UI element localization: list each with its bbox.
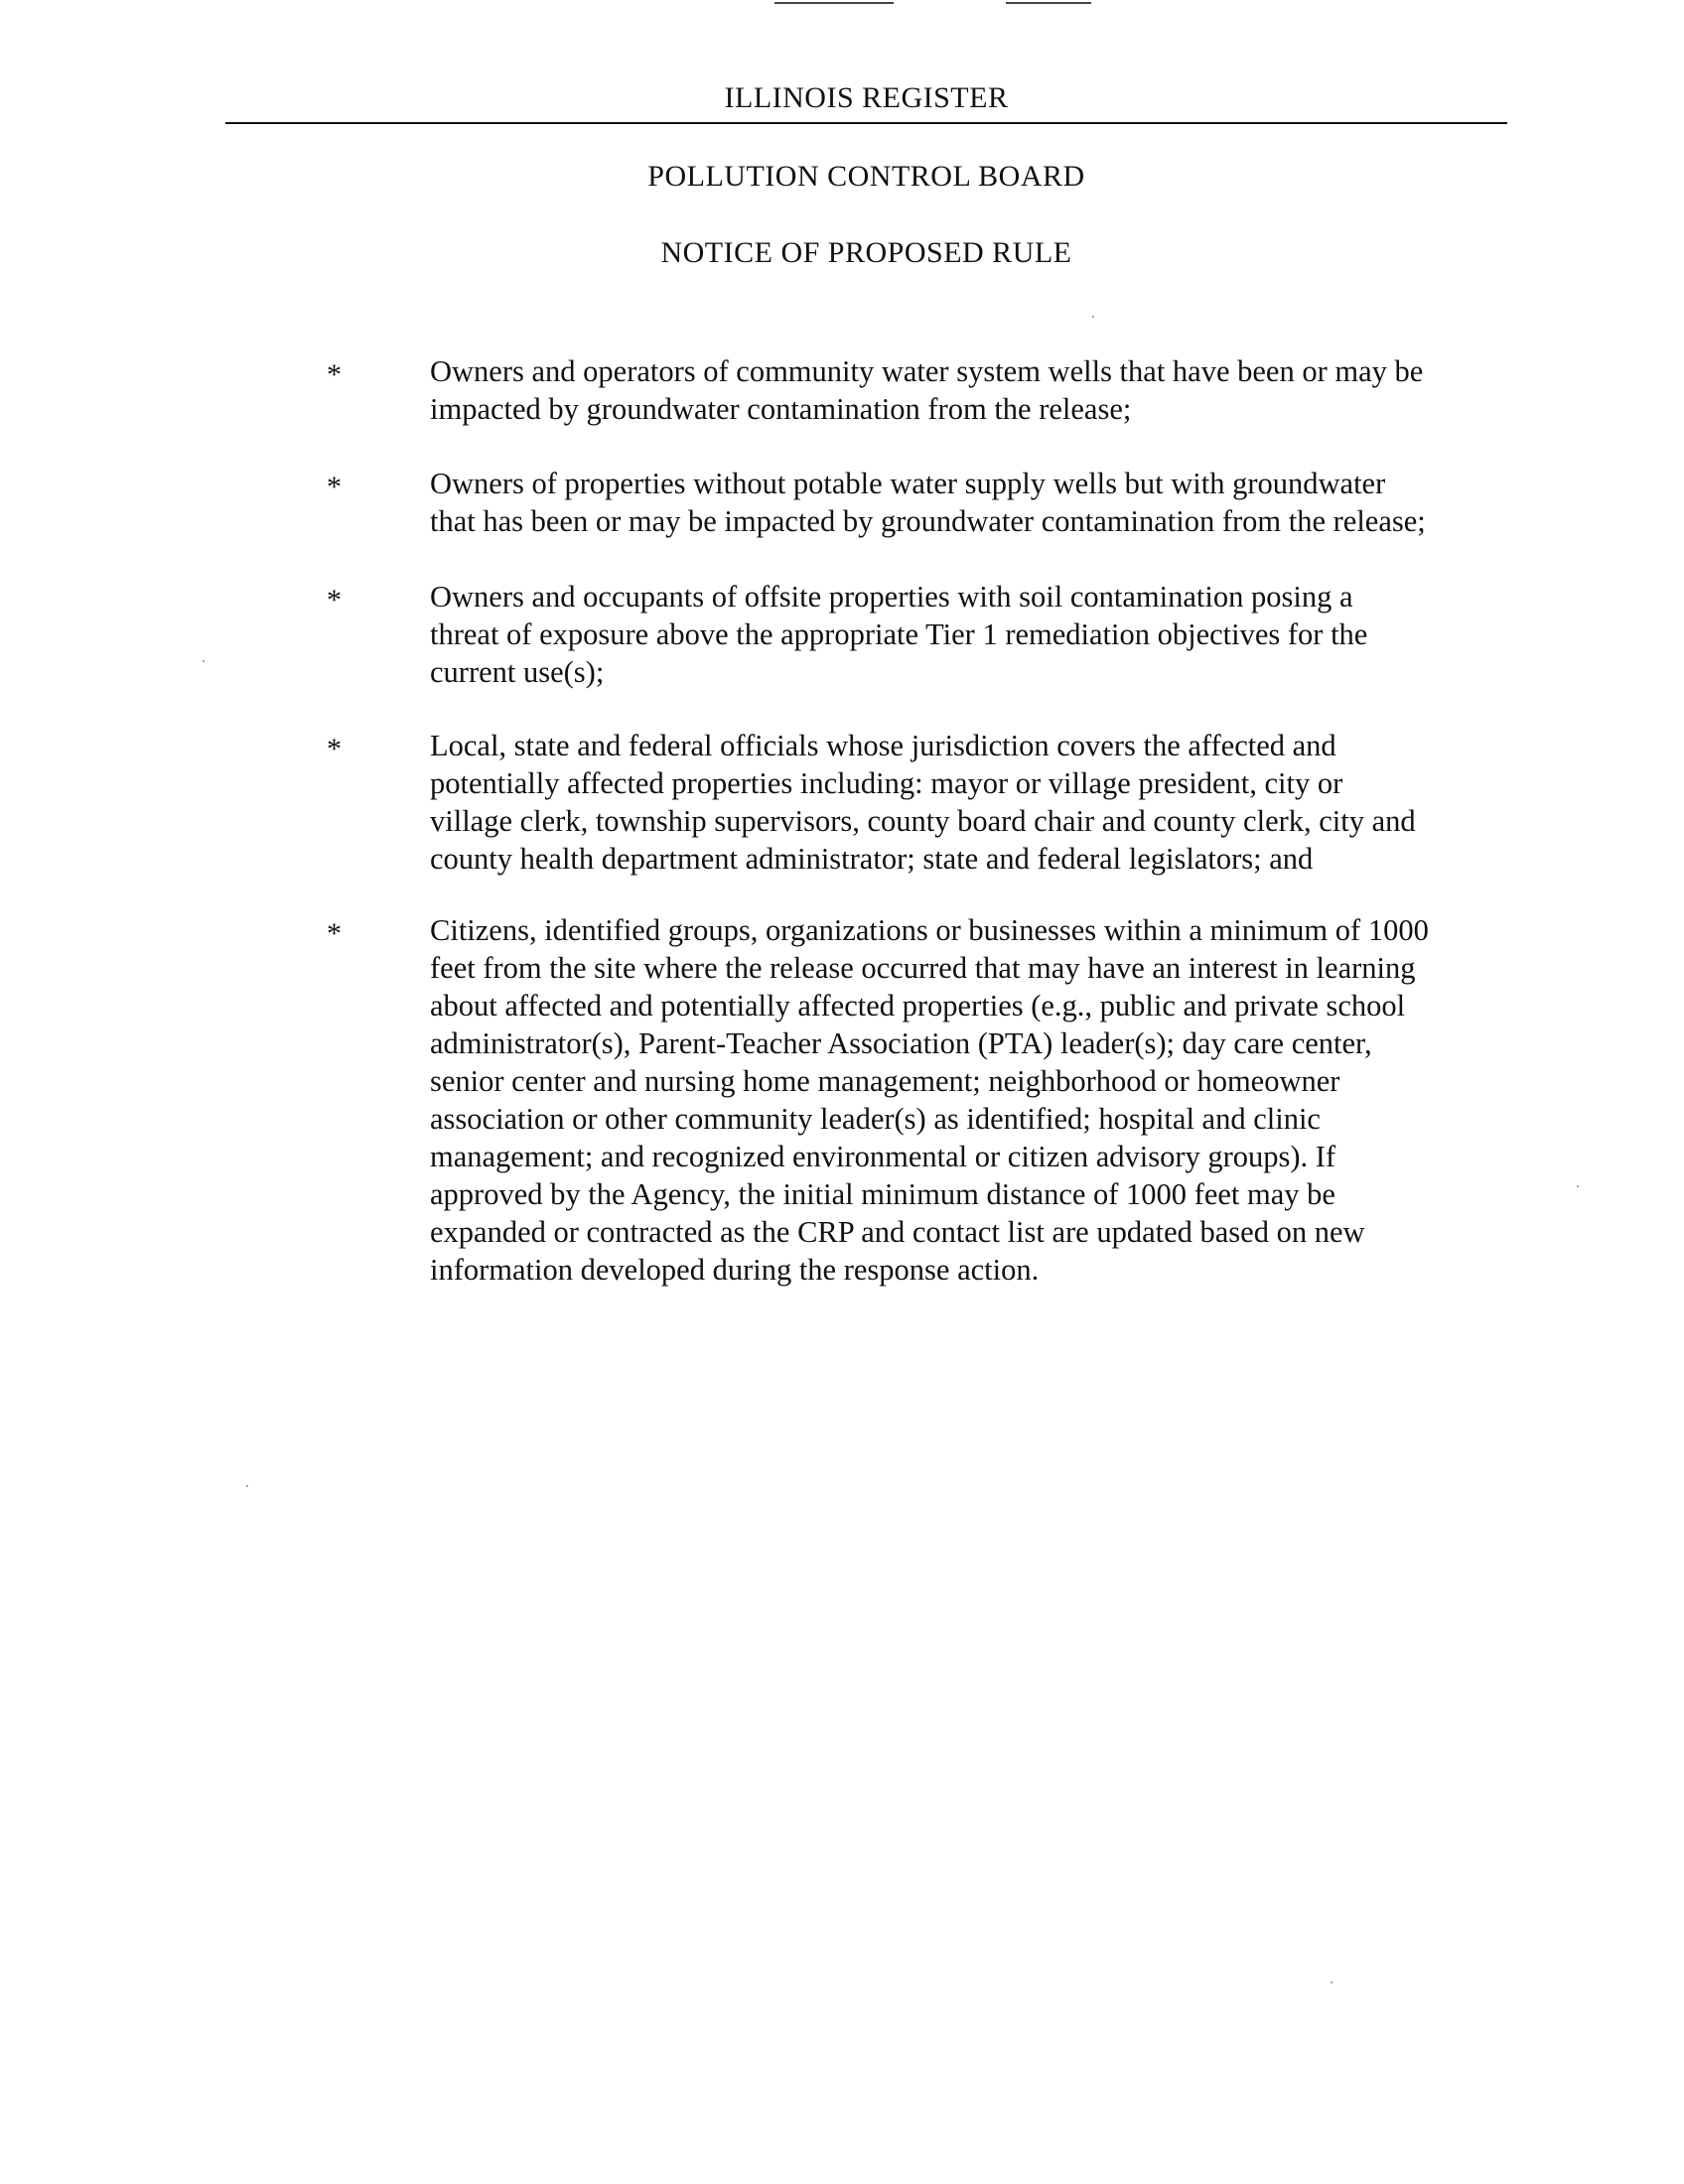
header-rule: [225, 122, 1507, 124]
text-line: threat of exposure above the appropriate Tier 1 remediation objectives for the: [430, 617, 1368, 651]
text-line: expanded or contracted as the CRP and contact list are updated based on new: [430, 1215, 1365, 1249]
list-item-text: [430, 911, 1522, 1289]
bullet-asterisk: *: [327, 358, 342, 391]
text-line: current use(s);: [430, 655, 605, 689]
text-line: Citizens, identified groups, organizations or businesses within a minimum of 1000: [430, 913, 1429, 947]
text-line: information developed during the response action.: [430, 1253, 1040, 1287]
scan-speck: [1092, 316, 1094, 318]
list-item-text: [430, 352, 1522, 428]
scan-speck: [1577, 1185, 1579, 1187]
text-line: Local, state and federal officials whose jurisdiction covers the affected and: [430, 729, 1336, 762]
text-line: potentially affected properties including: mayor or village president, city or: [430, 766, 1343, 800]
text-line: Owners and occupants of offsite properties with soil contamination posing a: [430, 580, 1353, 614]
scan-speck: [1331, 1981, 1333, 1983]
scan-speck: [203, 660, 205, 662]
text-line: senior center and nursing home management; neighborhood or homeowner: [430, 1064, 1340, 1098]
list-item-text: [430, 727, 1522, 878]
text-line: that has been or may be impacted by groundwater contamination from the release;: [430, 504, 1426, 538]
text-line: village clerk, township supervisors, county board chair and county clerk, city and: [430, 804, 1416, 838]
scan-artifact-line: [1006, 2, 1091, 4]
text-line: administrator(s), Parent-Teacher Association (PTA) leader(s); day care center,: [430, 1026, 1372, 1060]
text-line: Owners of properties without potable water supply wells but with groundwater: [430, 467, 1386, 500]
notice-heading: NOTICE OF PROPOSED RULE: [660, 236, 1072, 269]
text-line: impacted by groundwater contamination from the release;: [430, 392, 1132, 426]
agency-heading: POLLUTION CONTROL BOARD: [647, 160, 1085, 193]
bullet-asterisk: *: [327, 471, 342, 503]
scan-speck: [246, 1485, 248, 1487]
text-line: Owners and operators of community water system wells that have been or may be: [430, 354, 1424, 388]
text-line: feet from the site where the release occurred that may have an interest in learning: [430, 951, 1416, 985]
list-item-text: [430, 578, 1522, 691]
register-title: ILLINOIS REGISTER: [724, 81, 1009, 114]
text-line: management; and recognized environmental or citizen advisory groups). If: [430, 1140, 1336, 1173]
scan-artifact-line: [774, 2, 894, 4]
text-line: about affected and potentially affected properties (e.g., public and private school: [430, 989, 1406, 1023]
bullet-asterisk: *: [327, 584, 342, 616]
bullet-asterisk: *: [327, 733, 342, 765]
text-line: approved by the Agency, the initial minimum distance of 1000 feet may be: [430, 1177, 1335, 1211]
list-item-text: [430, 465, 1522, 540]
text-line: county health department administrator; state and federal legislators; and: [430, 842, 1314, 876]
bullet-asterisk: *: [327, 917, 342, 950]
text-line: association or other community leader(s) as identified; hospital and clinic: [430, 1102, 1321, 1136]
